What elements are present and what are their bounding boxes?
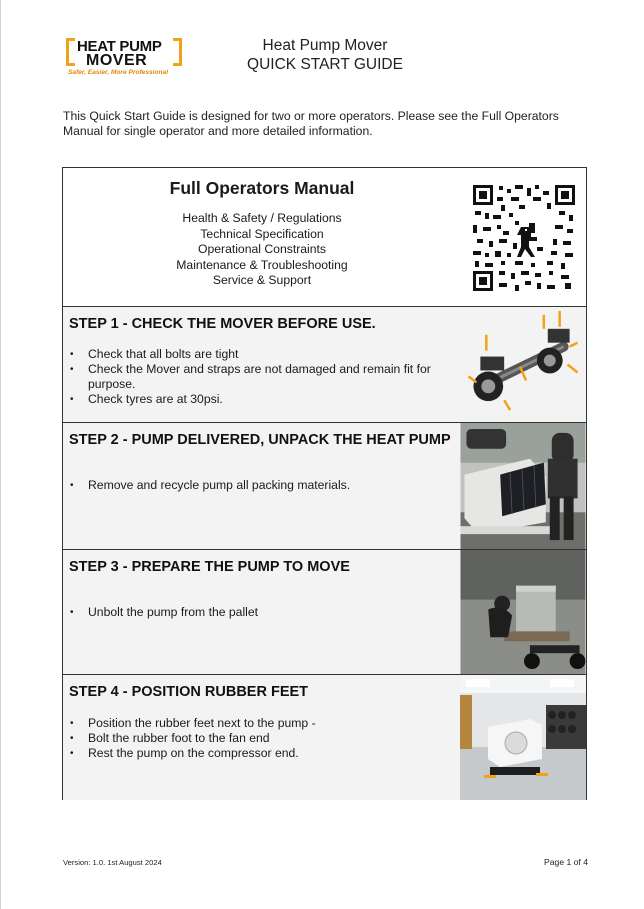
step-row <box>63 675 586 800</box>
manual-link-tech-spec[interactable]: Technical Specification <box>200 226 324 241</box>
logo-line2: MOVER <box>86 52 148 69</box>
logo-line1: HEAT PUMP <box>77 38 162 55</box>
document-title <box>220 36 430 74</box>
mover-trolley-diagram <box>460 307 586 422</box>
manual-links <box>63 211 461 289</box>
list-item: • Check tyres are at 30psi. <box>69 392 454 407</box>
step-text <box>69 315 454 407</box>
manual-link-service[interactable]: Service & Support <box>212 273 312 287</box>
list-item: • Position the rubber feet next to the pump - <box>69 716 454 731</box>
manual-row <box>63 168 586 307</box>
unbolting-photo <box>460 550 586 674</box>
step-row <box>63 550 586 675</box>
logo-bracket-right <box>173 38 182 66</box>
logo-tagline: Safer, Easier, More Professional <box>68 69 169 76</box>
list-item: • Rest the pump on the compressor end. <box>69 746 454 761</box>
guide-table <box>62 167 587 800</box>
step-list <box>69 347 454 407</box>
step-text <box>69 683 454 761</box>
list-item: • Check that all bolts are tight <box>69 347 454 362</box>
step-row <box>63 423 586 550</box>
footer-version: Version: 1.0. 1st August 2024 <box>63 858 162 867</box>
qr-code-icon[interactable] <box>471 183 577 293</box>
list-item: • Check the Mover and straps are not damaged and remain fit for purpose. <box>69 362 454 392</box>
step-row <box>63 307 586 423</box>
list-item: • Unbolt the pump from the pallet <box>69 605 454 620</box>
manual-link-health-safety[interactable]: Health & Safety / Regulations <box>182 211 342 225</box>
list-item: • Remove and recycle pump all packing materials. <box>69 478 454 493</box>
heat-pump-mover-logo <box>66 38 182 80</box>
manual-link-maintenance[interactable]: Maintenance & Troubleshooting <box>176 257 348 272</box>
manual-link-constraints[interactable]: Operational Constraints <box>197 242 327 256</box>
step-text <box>69 558 454 620</box>
step-list <box>69 716 454 761</box>
step-title: STEP 3 - PREPARE THE PUMP TO MOVE <box>69 559 350 575</box>
step-list <box>69 605 454 620</box>
footer-page-number: Page 1 of 4 <box>544 857 588 867</box>
title-line1: Heat Pump Mover <box>262 37 388 54</box>
list-item: • Bolt the rubber foot to the fan end <box>69 731 454 746</box>
title-line2: QUICK START GUIDE <box>247 56 403 73</box>
page-edge <box>0 0 1 909</box>
step-title: STEP 1 - CHECK THE MOVER BEFORE USE. <box>69 316 376 332</box>
logo-bracket-left <box>66 38 75 66</box>
step-title: STEP 4 - POSITION RUBBER FEET <box>69 684 309 700</box>
unpacking-photo <box>460 423 586 549</box>
intro-paragraph: This Quick Start Guide is designed for two or more operators. Please see the Full Operators Manual for single operator and more detailed information. <box>63 109 559 138</box>
rubber-feet-photo <box>460 675 586 800</box>
step-list <box>69 478 454 493</box>
manual-title: Full Operators Manual <box>169 178 355 198</box>
step-title: STEP 2 - PUMP DELIVERED, UNPACK THE HEAT PUMP <box>69 432 451 448</box>
step-text <box>69 431 454 493</box>
